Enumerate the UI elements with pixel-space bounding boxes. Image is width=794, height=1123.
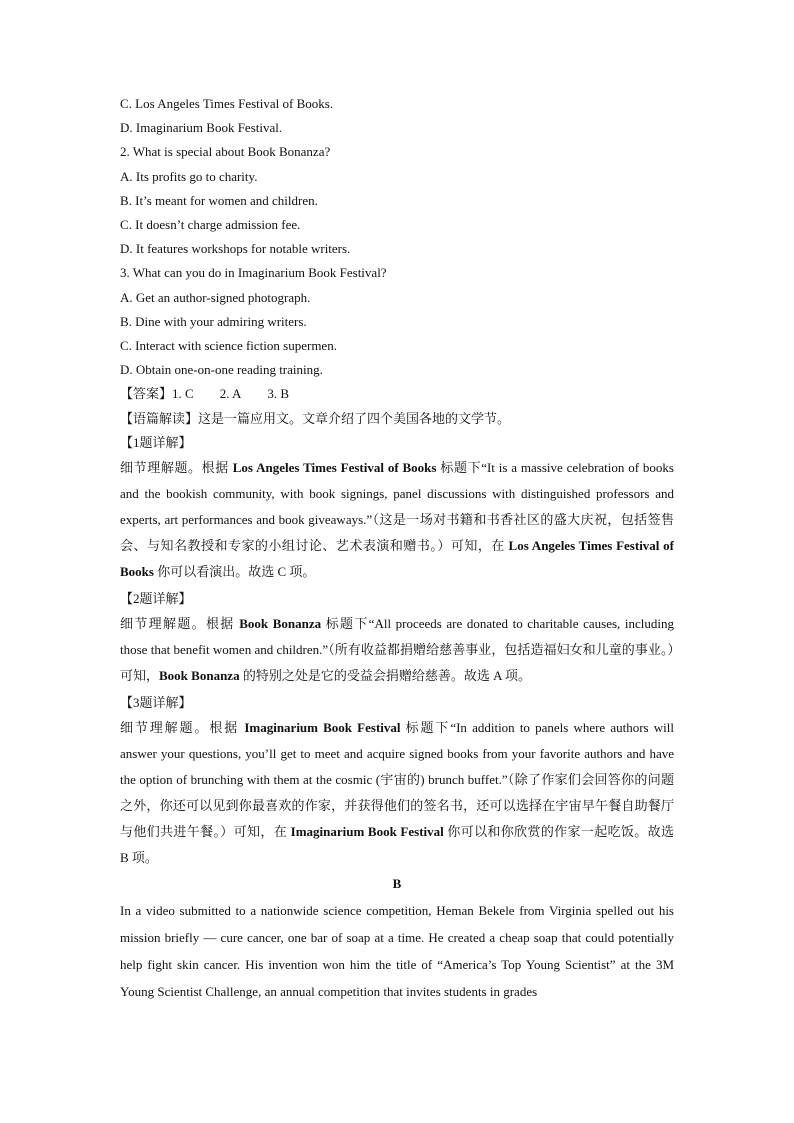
q2-option-b: B. It’s meant for women and children.: [120, 192, 318, 208]
festival-title: Book Bonanza: [239, 616, 322, 632]
answer-3: 3. B: [267, 386, 290, 402]
festival-title: Imaginarium Book Festival: [244, 720, 401, 736]
detail1-heading: 【1题详解】: [120, 434, 192, 450]
q2-option-d: D. It features workshops for notable writers.: [120, 241, 351, 257]
q3-option-b: B. Dine with your admiring writers.: [120, 313, 307, 329]
q1-option-d: D. Imaginarium Book Festival.: [120, 120, 283, 136]
answer-2: 2. A: [219, 386, 242, 402]
detail3-heading: 【3题详解】: [120, 695, 192, 711]
detail2-heading: 【2题详解】: [120, 591, 192, 607]
festival-title: Los Angeles Times Festival of Books: [120, 538, 674, 580]
detail1-paragraph: 细节理解题。根据 Los Angeles Times Festival of Books 标题下“It is a massive celebration of books and the bookish community, with book signings, panel discussions with distinguished professors and experts, art performances and book giveaways.”（这是一场对书籍和书香社区的盛大庆祝，包括签售会、与知名教授和专家的小组讨论、艺术表演和赠书。）可知，在 Los Angeles Times Festival of Books 你可以看演出。故选 C 项。: [120, 460, 674, 580]
document-page: [120, 92, 674, 1005]
q3-stem: 3. What can you do in Imaginarium Book Festival?: [120, 265, 387, 281]
q3-option-a: A. Get an author-signed photograph.: [120, 289, 311, 305]
answer-1: 1. C: [172, 386, 194, 402]
detail2-paragraph: 细节理解题。根据 Book Bonanza 标题下“All proceeds are donated to charitable causes, including those that benefit women and children.”（所有收益都捐赠给慈善事业，包括造福妇女和儿童的事业。）可知，Book Bonanza 的特别之处是它的受益会捐赠给慈善。故选 A 项。: [120, 616, 674, 684]
answer-label: 【答案】: [120, 386, 173, 402]
festival-title: Book Bonanza: [159, 668, 240, 684]
q2-option-c: C. It doesn’t charge admission fee.: [120, 217, 301, 233]
reading-line: [120, 407, 674, 431]
festival-title: Imaginarium Book Festival: [290, 824, 444, 840]
q2-stem: 2. What is special about Book Bonanza?: [120, 144, 331, 160]
detail3-paragraph: 细节理解题。根据 Imaginarium Book Festival 标题下“In addition to panels where authors will answer your questions, you’ll get to meet and acquire signed books from your favorite authors and have the option of brunching with them at the cosmic (宇宙的) brunch buffet.”（除了作家们会回答你的问题之外，你还可以见到你最喜欢的作家，并获得他们的签名书，还可以选择在宇宙早午餐自助餐厅与他们共进午餐。）可知，在 Imaginarium Book Festival 你可以和你欣赏的作家一起吃饭。故选 B 项。: [120, 720, 674, 866]
section-b-heading: B: [392, 876, 402, 892]
reading-text: 这是一篇应用文。文章介绍了四个美国各地的文学节。: [198, 410, 511, 426]
festival-title: Los Angeles Times Festival of Books: [232, 460, 437, 476]
q3-option-d: D. Obtain one-on-one reading training.: [120, 362, 323, 378]
q2-option-a: A. Its profits go to charity.: [120, 168, 258, 184]
reading-label: 【语篇解读】: [120, 410, 199, 426]
q1-option-c: C. Los Angeles Times Festival of Books.: [120, 96, 334, 111]
answer-line: [120, 382, 674, 406]
q3-option-c: C. Interact with science fiction supermen.: [120, 338, 337, 354]
section-b-paragraph: In a video submitted to a nationwide science competition, Heman Bekele from Virginia spelled out his mission briefly — cure cancer, one bar of soap at a time. He created a cheap soap that could potentially help fight skin cancer. His invention won him the title of “America’s Top Young Scientist” at the 3M Young Scientist Challenge, an annual competition that invites students in grades: [120, 903, 674, 1000]
